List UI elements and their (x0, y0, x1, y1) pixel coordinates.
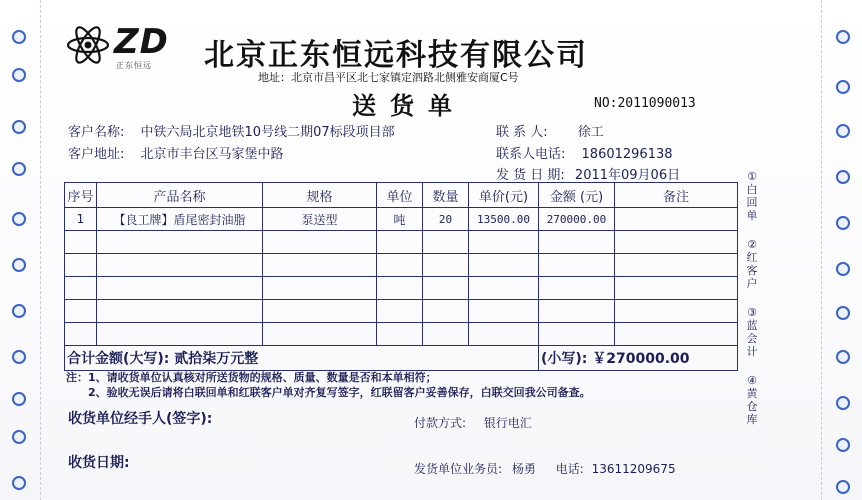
cell-product (97, 323, 263, 346)
sprocket-hole (836, 216, 850, 230)
cell-unit (377, 300, 423, 323)
cell-quantity (423, 300, 469, 323)
cell-remarks (615, 208, 738, 231)
goods-table (64, 182, 738, 371)
table-row (65, 208, 738, 231)
company-name: 北京正东恒远科技有限公司 (204, 38, 588, 73)
sprocket-hole (836, 306, 850, 320)
cell-amount (539, 254, 615, 277)
cell-unit-price (469, 254, 539, 277)
cell-quantity (423, 254, 469, 277)
cell-product (97, 300, 263, 323)
document-number: NO:2011090013 (594, 96, 696, 111)
cell-spec (263, 323, 377, 346)
cell-index (65, 277, 97, 300)
cell-unit-price (469, 231, 539, 254)
table-row (65, 254, 738, 277)
contact-phone-value: 18601296138 (581, 147, 673, 162)
sprocket-hole (12, 68, 26, 82)
cell-quantity (423, 277, 469, 300)
ship-date-label: 发 货 日 期: (496, 168, 565, 183)
table-row (65, 300, 738, 323)
sprocket-hole (12, 304, 26, 318)
sprocket-hole (836, 170, 850, 184)
total-words-value: 贰拾柒万元整 (174, 351, 259, 367)
sprocket-hole (12, 350, 26, 364)
sprocket-hole (12, 162, 26, 176)
sprocket-hole (836, 350, 850, 364)
cell-quantity (423, 231, 469, 254)
table-header-row (65, 183, 738, 208)
cell-unit (377, 254, 423, 277)
cell-product (97, 231, 263, 254)
receive-date-label: 收货日期: (68, 455, 130, 471)
cell-amount (539, 323, 615, 346)
ship-date-field (496, 164, 680, 183)
sales-rep-value: 杨勇 (511, 462, 536, 476)
sprocket-hole (836, 80, 850, 94)
logo-text: ZD (114, 22, 169, 62)
cell-unit-price (469, 277, 539, 300)
cell-product: 【良工牌】盾尾密封油脂 (97, 208, 263, 231)
cell-quantity: 20 (423, 208, 469, 231)
sales-rep-label: 发货单位业务员: (414, 462, 503, 476)
sales-phone-label: 电话: (555, 462, 584, 476)
company-address: 地址：北京市昌平区北七家镇定泗路北侧雅安商厦C号 (258, 71, 519, 84)
customer-address-label: 客户地址: (68, 147, 125, 162)
cell-amount (539, 300, 615, 323)
sprocket-hole (836, 30, 850, 44)
total-words-label: 合计金额(大写): (67, 351, 170, 367)
total-row (65, 346, 738, 371)
sprocket-hole (12, 476, 26, 490)
cell-spec: 泵送型 (263, 208, 377, 231)
customer-address-value: 北京市丰台区马家堡中路 (140, 147, 284, 162)
cell-unit (377, 231, 423, 254)
sprocket-hole (12, 30, 26, 44)
sprocket-hole (836, 438, 850, 452)
contact-field (496, 121, 604, 140)
col-header-unit-price: 单价(元) (469, 183, 539, 208)
col-header-product: 产品名称 (97, 183, 263, 208)
right-sprocket-strip (821, 0, 862, 500)
col-header-quantity: 数量 (423, 183, 469, 208)
ship-date-value: 2011年09月06日 (574, 168, 681, 183)
cell-unit (377, 277, 423, 300)
copy-label-white: ①白回单 (746, 170, 758, 222)
cell-remarks (615, 277, 738, 300)
cell-amount (539, 231, 615, 254)
cell-unit-price (469, 323, 539, 346)
sprocket-hole (12, 212, 26, 226)
col-header-remarks: 备注 (615, 183, 738, 208)
total-number-cell (539, 346, 738, 371)
copy-label-red: ②红客户 (746, 238, 758, 290)
payment-method-value: 银行电汇 (483, 416, 532, 430)
table-row (65, 231, 738, 254)
sprocket-hole (12, 120, 26, 134)
payment-method (414, 414, 532, 431)
sales-rep (414, 460, 676, 477)
notes (66, 370, 591, 400)
cell-product (97, 254, 263, 277)
sprocket-hole (836, 262, 850, 276)
cell-spec (263, 300, 377, 323)
cell-remarks (615, 231, 738, 254)
customer-address-field (68, 143, 284, 162)
contact-value: 徐工 (577, 125, 604, 140)
sprocket-hole (836, 480, 850, 494)
total-number-value: ￥270000.00 (592, 351, 690, 367)
table-row (65, 277, 738, 300)
total-number-label: (小写): (541, 351, 588, 367)
cell-unit: 吨 (377, 208, 423, 231)
sprocket-hole (12, 258, 26, 272)
sprocket-hole (836, 396, 850, 410)
cell-amount: 270000.00 (539, 208, 615, 231)
cell-spec (263, 277, 377, 300)
logo-subtext: 正东恒远 (116, 61, 152, 70)
document-title: 送货单 (352, 91, 466, 120)
contact-label: 联 系 人: (496, 125, 548, 140)
cell-unit (377, 323, 423, 346)
cell-unit-price: 13500.00 (469, 208, 539, 231)
cell-index (65, 231, 97, 254)
cell-remarks (615, 323, 738, 346)
cell-index (65, 323, 97, 346)
note-line-1: 注：1、请收货单位认真核对所送货物的规格、质量、数量是否和本单相符； (66, 371, 437, 384)
cell-spec (263, 231, 377, 254)
cell-product (97, 277, 263, 300)
cell-quantity (423, 323, 469, 346)
col-header-unit: 单位 (377, 183, 423, 208)
cell-amount (539, 277, 615, 300)
cell-remarks (615, 254, 738, 277)
col-header-spec: 规格 (263, 183, 377, 208)
sprocket-hole (12, 392, 26, 406)
contact-phone-field (496, 143, 673, 162)
customer-name-value: 中铁六局北京地铁10号线二期07标段项目部 (140, 125, 395, 140)
copy-label-yellow: ④黄仓库 (746, 374, 758, 426)
copy-label-blue: ③蓝会计 (746, 306, 758, 358)
receiver-signature-label: 收货单位经手人(签字): (68, 411, 213, 427)
col-header-index: 序号 (65, 183, 97, 208)
table-row (65, 323, 738, 346)
atom-logo-icon (66, 24, 110, 66)
cell-index (65, 254, 97, 277)
col-header-amount: 金额 (元) (539, 183, 615, 208)
sprocket-hole (12, 430, 26, 444)
cell-spec (263, 254, 377, 277)
cell-index: 1 (65, 208, 97, 231)
customer-name-label: 客户名称: (68, 125, 125, 140)
sales-phone-value: 13611209675 (591, 462, 676, 476)
sprocket-hole (836, 124, 850, 138)
company-logo (66, 22, 176, 68)
contact-phone-label: 联系人电话: (496, 147, 566, 162)
cell-index (65, 300, 97, 323)
left-sprocket-strip (0, 0, 41, 500)
note-line-2: 2、验收无误后请将白联回单和红联客户单对齐复写签字，红联留客户妥善保存，白联交回我公司备查。 (66, 386, 591, 399)
cell-unit-price (469, 300, 539, 323)
payment-method-label: 付款方式: (414, 416, 467, 430)
customer-name-field (68, 121, 395, 140)
cell-remarks (615, 300, 738, 323)
total-words-cell (65, 346, 539, 371)
